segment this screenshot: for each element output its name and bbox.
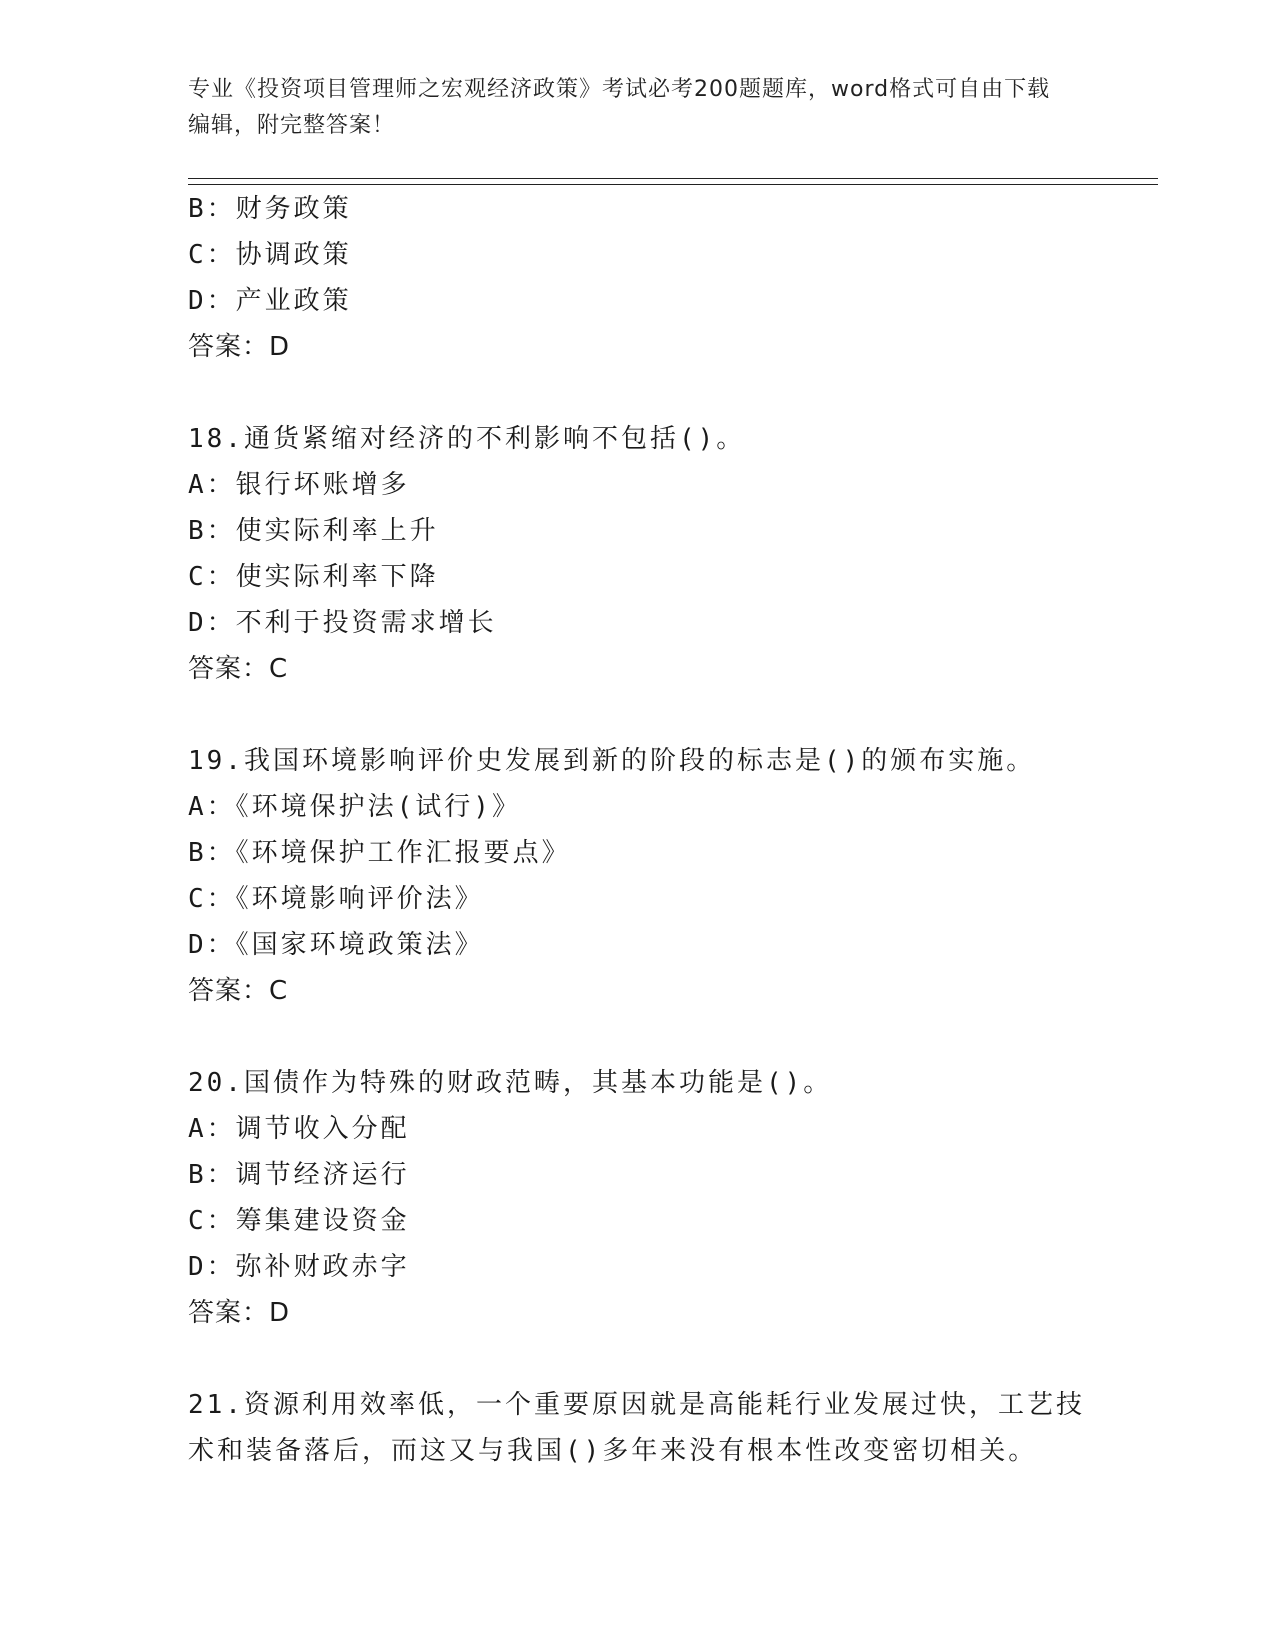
question-18	[188, 416, 1088, 692]
option-b: B：调节经济运行	[188, 1160, 410, 1190]
option-c: C：使实际利率下降	[188, 562, 439, 592]
answer: 答案：C	[188, 976, 289, 1006]
option-b: B：财务政策	[188, 194, 352, 224]
question-21	[188, 1382, 1088, 1474]
option-c: C：《环境影响评价法》	[188, 884, 484, 914]
option-d: D：产业政策	[188, 286, 352, 316]
question-19	[188, 738, 1088, 1014]
question-stem: 20.国债作为特殊的财政范畴，其基本功能是()。	[188, 1068, 833, 1098]
question-stem: 18.通货紧缩对经济的不利影响不包括()。	[188, 424, 746, 454]
option-c: C：筹集建设资金	[188, 1206, 410, 1236]
answer: 答案：D	[188, 1298, 291, 1328]
option-a: A：银行坏账增多	[188, 470, 410, 500]
question-17-tail	[188, 186, 1088, 370]
question-20	[188, 1060, 1088, 1336]
answer: 答案：D	[188, 332, 291, 362]
document-header: 专业《投资项目管理师之宏观经济政策》考试必考200题题库，word格式可自由下载编辑，附完整答案！	[188, 77, 1051, 138]
option-a: A：调节收入分配	[188, 1114, 410, 1144]
option-d: D：不利于投资需求增长	[188, 608, 497, 638]
option-d: D：《国家环境政策法》	[188, 930, 484, 960]
option-b: B：《环境保护工作汇报要点》	[188, 838, 571, 868]
option-a: A：《环境保护法(试行)》	[188, 792, 521, 822]
question-stem: 21.资源利用效率低，一个重要原因就是高能耗行业发展过快，工艺技术和装备落后，而这又与我国()多年来没有根本性改变密切相关。	[188, 1390, 1085, 1466]
answer: 答案：C	[188, 654, 289, 684]
option-b: B：使实际利率上升	[188, 516, 439, 546]
header-divider	[188, 178, 1158, 185]
option-d: D：弥补财政赤字	[188, 1252, 410, 1282]
question-list	[188, 186, 1088, 1474]
question-stem: 19.我国环境影响评价史发展到新的阶段的标志是()的颁布实施。	[188, 746, 1036, 776]
option-c: C：协调政策	[188, 240, 352, 270]
